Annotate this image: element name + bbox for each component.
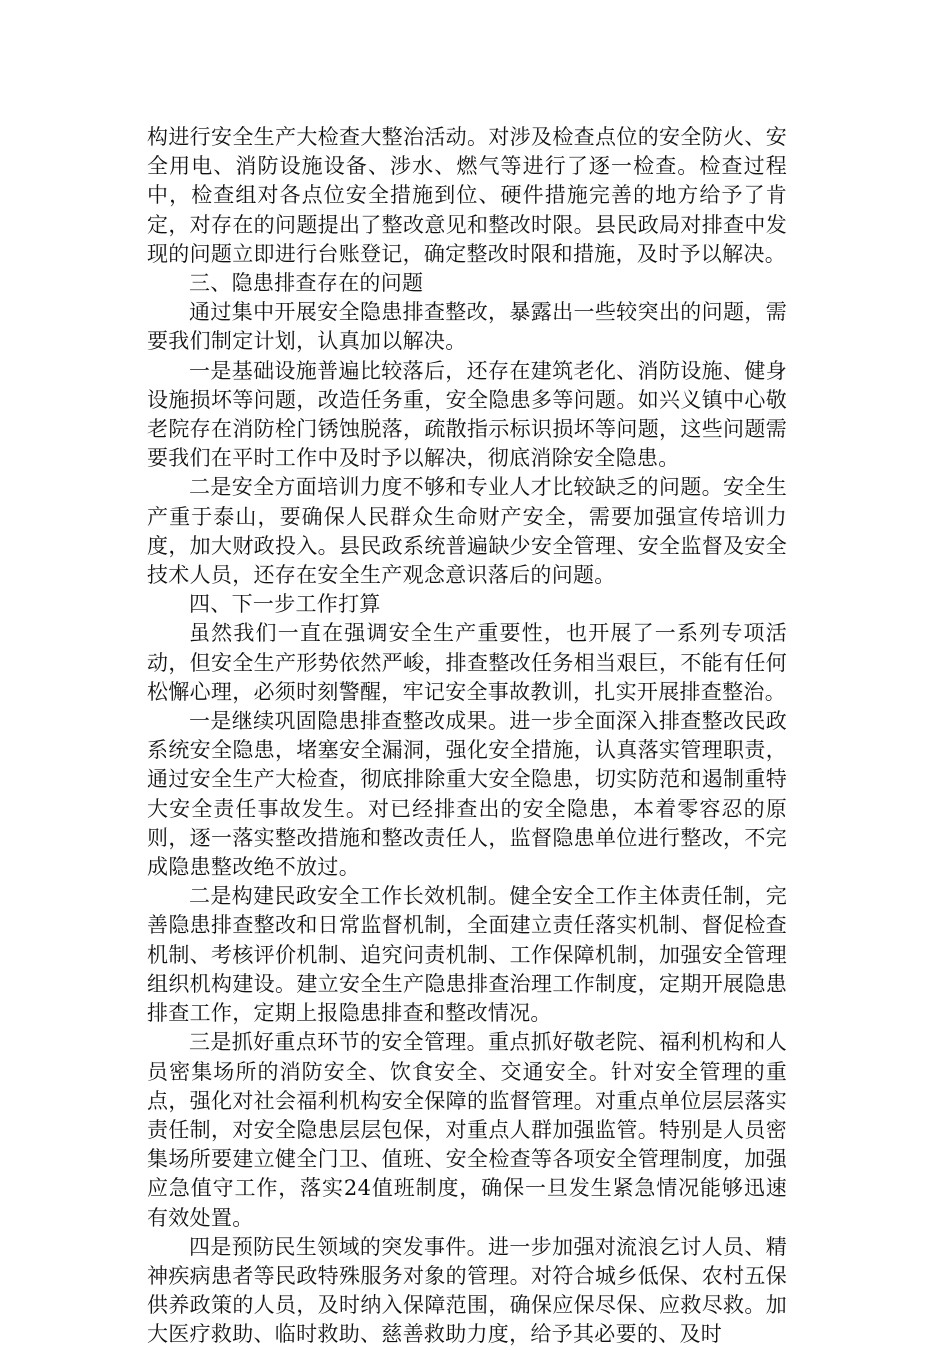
paragraph-continuation: 构进行安全生产大检查大整治活动。对涉及检查点位的安全防火、安全用电、消防设施设备、涉水、燃气等进行了逐一检查。检查过程中，检查组对各点位安全措施到位、硬件措施完善的地方给予了肯定，对存在的问题提出了整改意见和整改时限。县民政局对排查中发现的问题立即进行台账登记，确定整改时限和措施，及时予以解决。 <box>147 125 787 266</box>
paragraph-next-steps-intro: 虽然我们一直在强调安全生产重要性，也开展了一系列专项活动，但安全生产形势依然严峻，排查整改任务相当艰巨，不能有任何松懈心理，必须时刻警醒，牢记安全事故教训，扎实开展排查整治。 <box>147 621 787 704</box>
paragraph-step-mechanism: 二是构建民政安全工作长效机制。健全安全工作主体责任制，完善隐患排查整改和日常监督机制，全面建立责任落实机制、督促检查机制、考核评价机制、追究问责机制、工作保障机制，加强安全管理组织机构建设。建立安全生产隐患排查治理工作制度，定期开展隐患排查工作，定期上报隐患排查和整改情况。 <box>147 884 787 1026</box>
paragraph-problems-intro: 通过集中开展安全隐患排查整改，暴露出一些较突出的问题，需要我们制定计划，认真加以解决。 <box>147 300 787 354</box>
section-heading-problems: 三、隐患排查存在的问题 <box>189 271 424 296</box>
paragraph-problem-infrastructure: 一是基础设施普遍比较落后，还存在建筑老化、消防设施、健身设施损坏等问题，改造任务重，安全隐患多等问题。如兴义镇中心敬老院存在消防栓门锈蚀脱落，疏散指示标识损坏等问题，这些问题需要我们在平时工作中及时予以解决，彻底消除安全隐患。 <box>147 358 787 471</box>
paragraph-problem-training: 二是安全方面培训力度不够和专业人才比较缺乏的问题。安全生产重于泰山，要确保人民群众生命财产安全，需要加强宣传培训力度，加大财政投入。县民政系统普遍缺少安全管理、安全监督及安全技术人员，还存在安全生产观念意识落后的问题。 <box>147 475 787 588</box>
paragraph-step-consolidate: 一是继续巩固隐患排查整改成果。进一步全面深入排查整改民政系统安全隐患，堵塞安全漏洞，强化安全措施，认真落实管理职责，通过安全生产大检查，彻底排除重大安全隐患，切实防范和遏制重特大安全责任事故发生。对已经排查出的安全隐患，本着零容忍的原则，逐一落实整改措施和整改责任人，监督隐患单位进行整改，不完成隐患整改绝不放过。 <box>147 709 787 880</box>
paragraph-step-key-links: 三是抓好重点环节的安全管理。重点抓好敬老院、福利机构和人员密集场所的消防安全、饮食安全、交通安全。针对安全管理的重点，强化对社会福利机构安全保障的监督管理。对重点单位层层落实责任制，对安全隐患层层包保，对重点人群加强监管。特别是人员密集场所要建立健全门卫、值班、安全检查等各项安全管理制度，加强应急值守工作，落实24值班制度，确保一旦发生紧急情况能够迅速有效处置。 <box>147 1030 787 1230</box>
document-body <box>147 123 787 1350</box>
paragraph-step-emergencies: 四是预防民生领域的突发事件。进一步加强对流浪乞讨人员、精神疾病患者等民政特殊服务对象的管理。对符合城乡低保、农村五保供养政策的人员，及时纳入保障范围，确保应保尽保、应救尽救。加大医疗救助、临时救助、慈善救助力度，给予其必要的、及时 <box>147 1234 787 1347</box>
section-heading-next-steps: 四、下一步工作打算 <box>189 592 381 617</box>
